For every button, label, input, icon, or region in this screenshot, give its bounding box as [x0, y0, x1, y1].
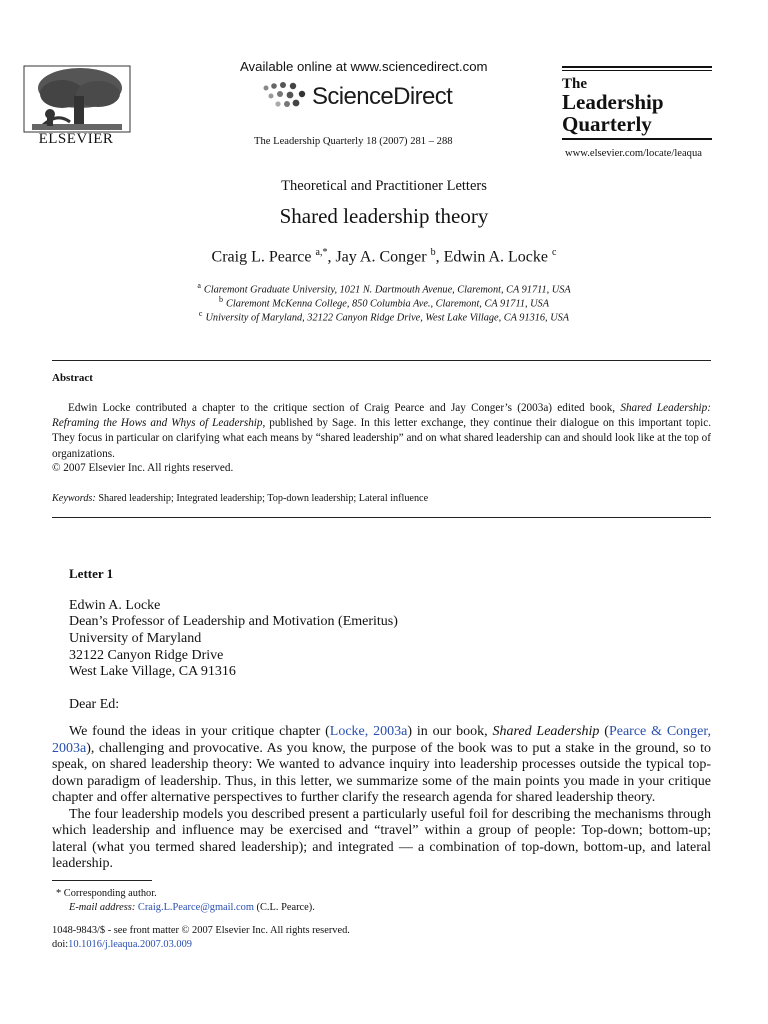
abstract-text-end: , published by Sage. In this letter exchange, they continue their dialogue on this important topic. They focus in particular on clarifying what each means by “shared leadership” and on what shared leadership can and should look like at the top of organizations.: [52, 417, 711, 460]
letter-heading: Letter 1: [69, 566, 114, 581]
email-footnote: [69, 902, 315, 913]
divider: [52, 360, 711, 361]
affiliation-text: Claremont McKenna College, 850 Columbia Ave., Claremont, CA 91711, USA: [226, 298, 549, 310]
doi-label: doi:: [52, 939, 69, 950]
affiliation-text: University of Maryland, 32122 Canyon Ridge Drive, West Lake Village, CA 91316, USA: [205, 312, 570, 324]
section-label: Theoretical and Practitioner Letters: [281, 178, 487, 194]
affiliation-mark: c: [198, 309, 203, 318]
address-line: 32122 Canyon Ridge Drive: [69, 648, 224, 663]
reference-link[interactable]: Locke, 2003a: [329, 724, 408, 739]
book-title: Shared Leadership: [492, 724, 600, 739]
address-line: Edwin A. Locke: [69, 598, 161, 613]
address-line: West Lake Village, CA 91316: [69, 664, 236, 679]
keywords-label: Keywords:: [52, 493, 96, 504]
author-list: Craig L. Pearce $^{a,*}$, Jay A. Conger $^b$, Edwin A. Locke $^c$: [211, 247, 557, 266]
abstract-book-title: Shared Leadership: Reframing the Hows and Whys of Leadership: [52, 402, 711, 430]
text-run: ), challenging and provocative. As you know, the purpose of the book was to put a stake in the ground, so to speak, on shared leadership theory: We wanted to advance inquiry into leadership processes outside the typical top-down paradigm of leadership. Thus, in this letter, we summarize some of the main points you made in your critique chapter and offer alternative perspectives to further clarify the research agenda for shared leadership theory.: [52, 740, 711, 805]
issn-line: 1048-9843/$ - see front matter © 2007 Elsevier Inc. All rights reserved.: [52, 925, 350, 936]
masthead-rule: [562, 66, 712, 68]
text-run: We found the ideas in your critique chapter (: [69, 724, 330, 739]
journal-citation: The Leadership Quarterly 18 (2007) 281 – 288: [254, 136, 453, 147]
salutation: Dear Ed:: [69, 697, 120, 712]
journal-title-line3: Quarterly: [562, 112, 652, 136]
abstract-text: [52, 401, 711, 462]
journal-masthead: [562, 66, 712, 142]
sciencedirect-brand: ScienceDirect: [312, 83, 453, 110]
abstract-heading: Abstract: [52, 372, 93, 384]
divider: [52, 517, 711, 518]
doi-line: [52, 939, 192, 950]
letter-body: [52, 724, 711, 873]
journal-title-line1: The: [562, 76, 588, 92]
affiliation: [0, 281, 768, 295]
author-name: Jay A. Conger: [335, 248, 427, 266]
masthead-rule: [562, 70, 712, 71]
affiliation-text: Claremont Graduate University, 1021 N. Dartmouth Avenue, Claremont, CA 91711, USA: [203, 284, 571, 296]
doi-link[interactable]: 10.1016/j.leaqua.2007.03.009: [68, 939, 192, 950]
author-affiliation-mark[interactable]: a,*: [315, 247, 328, 258]
email-label: E-mail address:: [69, 902, 136, 913]
affiliation: [0, 295, 768, 309]
reference-link[interactable]: Pearce & Conger, 2003a: [52, 724, 711, 756]
copyright-notice: © 2007 Elsevier Inc. All rights reserved.: [52, 462, 234, 474]
author-name: Craig L. Pearce: [211, 248, 312, 266]
keywords: [52, 493, 428, 504]
affiliation: [0, 309, 768, 323]
journal-title-line2: Leadership: [562, 90, 664, 114]
paragraph: The four leadership models you described present a particularly useful foil for describing the mechanisms through which leadership and influence may be exercised and “travel” within a group of people: Top-down; bottom-up; lateral (what you termed shared leadership); and integrated — a combination of top-down, bottom-up, and lateral leadership.: [52, 806, 711, 871]
email-suffix: (C.L. Pearce).: [253, 902, 315, 913]
affiliation-mark: a: [197, 281, 201, 290]
abstract-text-start: Edwin Locke contributed a chapter to the critique section of Craig Pearce and Jay Conger’s (2003a) edited book,: [68, 402, 621, 414]
author-name: Edwin A. Locke: [443, 248, 548, 266]
keywords-list: Shared leadership; Integrated leadership; Top-down leadership; Lateral influence: [98, 493, 429, 504]
corresponding-author-note: * Corresponding author.: [56, 888, 157, 899]
article-title: Shared leadership theory: [279, 204, 489, 228]
author-affiliation-mark[interactable]: c: [551, 247, 557, 258]
affiliation-mark: b: [219, 295, 223, 304]
author-affiliation-mark[interactable]: b: [430, 247, 436, 258]
address-line: University of Maryland: [69, 631, 202, 646]
text-run: (: [599, 724, 609, 739]
address-line: Dean’s Professor of Leadership and Motivation (Emeritus): [69, 614, 398, 629]
footnote-divider: [52, 880, 152, 881]
masthead-rule: [562, 138, 712, 140]
available-online-text: Available online at www.sciencedirect.com: [240, 59, 488, 74]
paragraph: [52, 724, 711, 807]
journal-url[interactable]: www.elsevier.com/locate/leaqua: [565, 148, 702, 159]
text-run: ) in our book,: [407, 724, 493, 739]
publisher-name: ELSEVIER: [38, 131, 114, 147]
email-link[interactable]: Craig.L.Pearce@gmail.com: [137, 902, 254, 913]
